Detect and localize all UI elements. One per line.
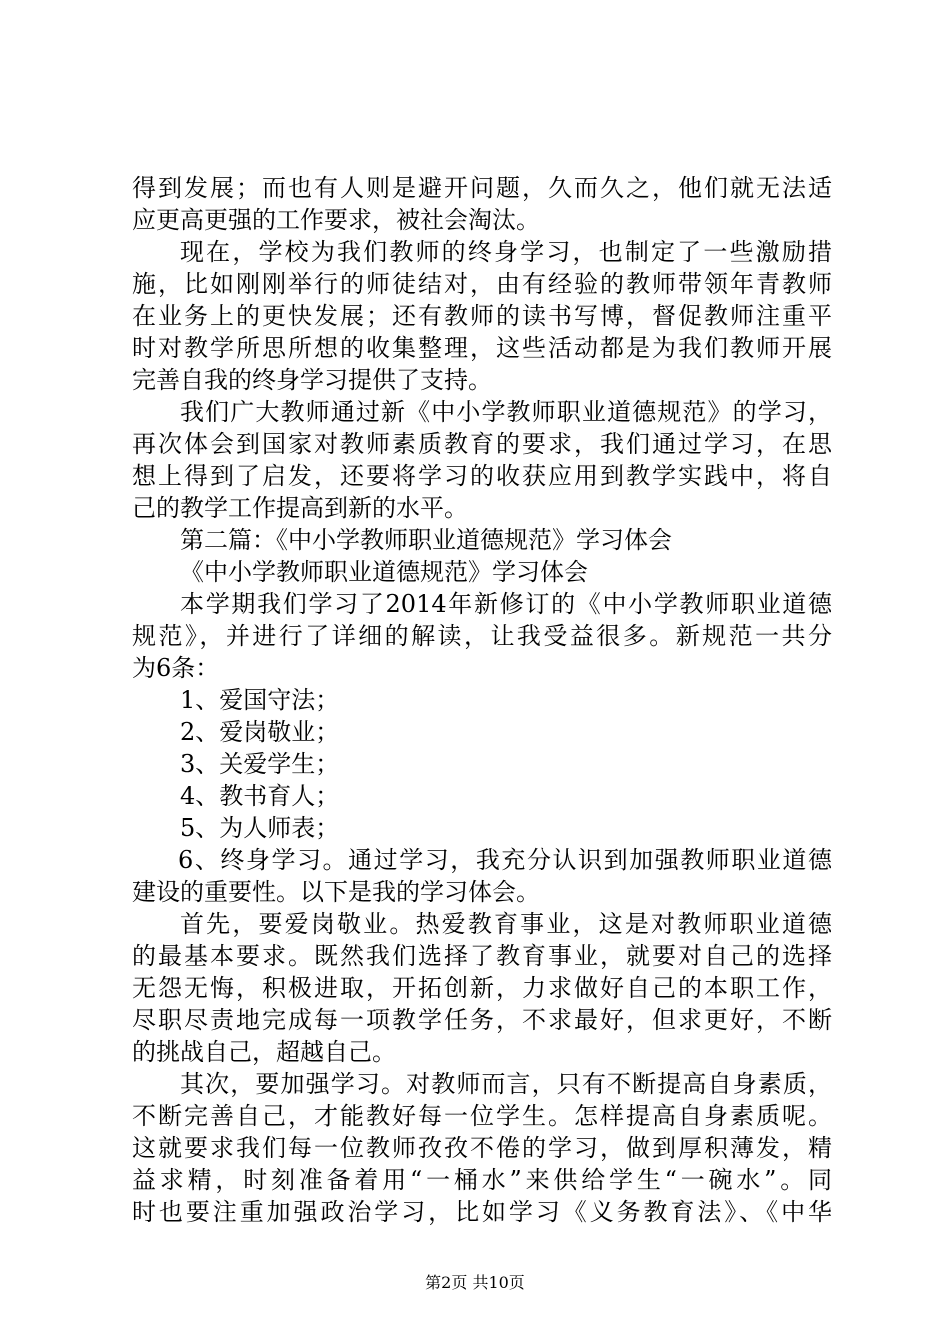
text-line: 益求精，时刻准备着用“一桶水”来供给学生“一碗水”。同	[132, 1166, 832, 1194]
text-line: 3、关爱学生；	[180, 750, 340, 778]
text-line: 2、爱岗敬业；	[180, 718, 340, 746]
text-line: 建设的重要性。以下是我的学习体会。	[132, 878, 540, 906]
text-line: 应更高更强的工作要求，被社会淘汰。	[132, 206, 540, 234]
text-line: 首先，要爱岗敬业。热爱教育事业，这是对教师职业道德	[180, 910, 832, 938]
text-line: 得到发展；而也有人则是避开问题，久而久之，他们就无法适	[132, 174, 832, 202]
text-line: 想上得到了启发，还要将学习的收获应用到教学实践中，将自	[132, 462, 832, 490]
text-line: 尽职尽责地完成每一项教学任务，不求最好，但求更好，不断	[132, 1006, 832, 1034]
text-line: 6、终身学习。通过学习，我充分认识到加强教师职业道德	[178, 846, 832, 874]
body-text	[132, 172, 832, 1228]
text-line: 1、爱国守法；	[180, 686, 340, 714]
text-line: 在业务上的更快发展；还有教师的读书写博，督促教师注重平	[132, 302, 832, 330]
text-line: 《中小学教师职业道德规范》学习体会	[180, 558, 588, 586]
text-line: 这就要求我们每一位教师孜孜不倦的学习，做到厚积薄发，精	[132, 1134, 832, 1162]
text-line: 其次，要加强学习。对教师而言，只有不断提高自身素质，	[180, 1070, 832, 1098]
text-line: 再次体会到国家对教师素质教育的要求，我们通过学习，在思	[132, 430, 832, 458]
text-line: 时对教学所思所想的收集整理，这些活动都是为我们教师开展	[132, 334, 832, 362]
text-line: 时也要注重加强政治学习，比如学习《义务教育法》、《中华	[132, 1198, 832, 1226]
text-line: 本学期我们学习了2014年新修订的《中小学教师职业道德	[180, 590, 832, 618]
text-line: 不断完善自己，才能教好每一位学生。怎样提高自身素质呢。	[132, 1102, 832, 1130]
text-line: 规范》，并进行了详细的解读，让我受益很多。新规范一共分	[132, 622, 832, 650]
text-line: 己的教学工作提高到新的水平。	[132, 494, 468, 522]
text-line: 的最基本要求。既然我们选择了教育事业，就要对自己的选择	[132, 942, 832, 970]
page-footer: 第2页 共10页	[425, 1273, 525, 1292]
text-line: 无怨无悔，积极进取，开拓创新，力求做好自己的本职工作，	[132, 974, 832, 1002]
text-line: 我们广大教师通过新《中小学教师职业道德规范》的学习，	[180, 398, 832, 426]
text-line: 第二篇：《中小学教师职业道德规范》学习体会	[180, 526, 672, 554]
text-line: 施，比如刚刚举行的师徒结对，由有经验的教师带领年青教师	[132, 270, 832, 298]
text-line: 为6条：	[132, 654, 220, 682]
text-line: 4、教书育人；	[180, 782, 340, 810]
text-line: 5、为人师表；	[180, 814, 340, 842]
text-line: 的挑战自己，超越自己。	[132, 1038, 396, 1066]
text-line: 完善自我的终身学习提供了支持。	[132, 366, 492, 394]
text-line: 现在，学校为我们教师的终身学习，也制定了一些激励措	[180, 238, 832, 266]
